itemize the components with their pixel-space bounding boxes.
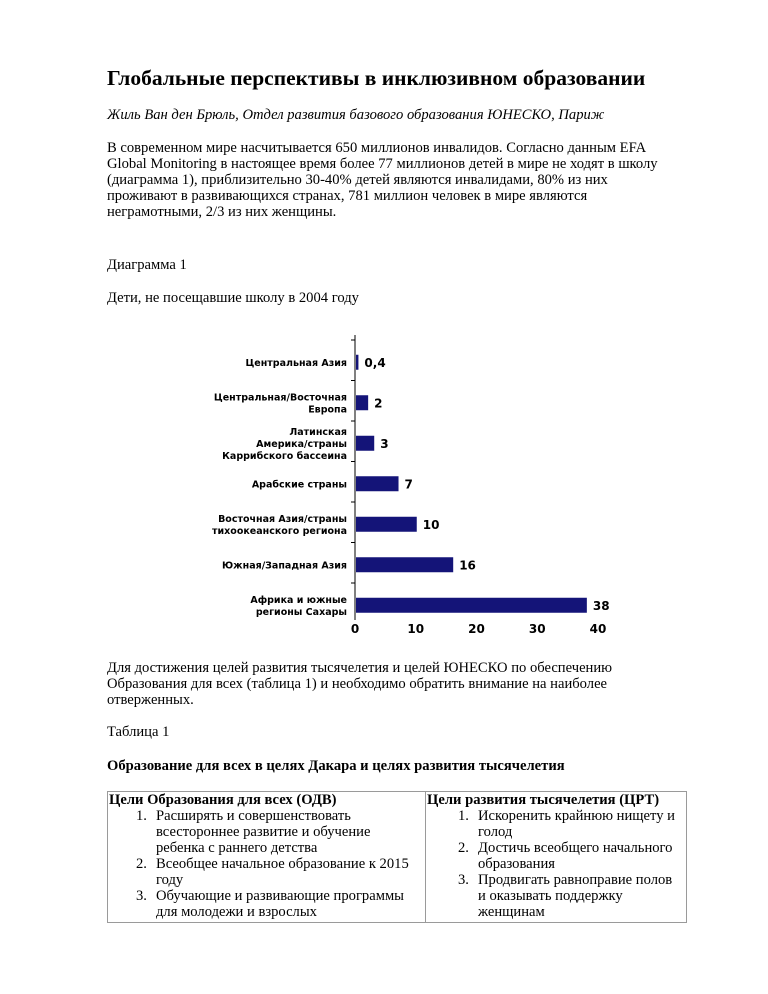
data-label: 3 [380, 436, 389, 451]
table-title: Образование для всех в целях Дакара и целях развития тысячелетия [107, 758, 565, 774]
diagram-caption: Дети, не посещавшие школу в 2004 году [107, 290, 359, 306]
list-number: 1. [458, 808, 469, 824]
x-tick-label: 20 [468, 622, 485, 636]
data-label: 38 [592, 598, 610, 613]
efa-goal-item [108, 888, 425, 920]
paragraph-line: отверженных. [107, 692, 194, 708]
mdg-goal-item [426, 840, 686, 872]
data-label: 10 [422, 517, 440, 532]
list-item-line: ребенка с раннего детства [156, 840, 318, 856]
category-label: Латинская [289, 426, 347, 438]
category-label: Каррибского бассеина [222, 450, 347, 462]
category-label: регионы Сахары [255, 606, 347, 618]
intro-line: неграмотными, 2/3 из них женщины. [107, 204, 337, 220]
intro-line: проживают в развивающихся странах, 781 миллион человек в мире являются [107, 188, 588, 204]
intro-line: (диаграмма 1), приблизительно 30-40% детей являются инвалидами, 80% из них [107, 172, 608, 188]
list-item-line: и оказывать поддержку [478, 888, 623, 904]
document-title: Глобальные перспективы в инклюзивном образовании [107, 66, 646, 90]
paragraph-line: Для достижения целей развития тысячелетия и целей ЮНЕСКО по обеспечению [107, 660, 613, 676]
after-chart-paragraph [107, 660, 612, 708]
bar [356, 598, 587, 613]
list-item-line: Расширять и совершенствовать [156, 808, 351, 824]
category-label: Америка/страны [256, 438, 347, 450]
list-item-line: Искоренить крайнюю нищету и [478, 808, 675, 824]
bar [356, 395, 368, 410]
category-label: Европа [308, 404, 347, 416]
efa-goal-item [108, 856, 425, 888]
intro-line: Global Monitoring в настоящее время более 77 миллионов детей в мире не ходят в школу [107, 156, 658, 172]
list-item-line: Всеобщее начальное образование к 2015 [156, 856, 409, 872]
list-number: 1. [136, 808, 147, 824]
x-tick-label: 40 [589, 622, 607, 636]
efa-goals-list [108, 808, 425, 920]
list-item-line: Достичь всеобщего начального [478, 840, 673, 856]
list-item-line: Продвигать равноправие полов [478, 872, 673, 888]
x-tick-label: 0 [350, 622, 360, 636]
category-label: Африка и южные [250, 594, 347, 606]
intro-line: В современном мире насчитывается 650 миллионов инвалидов. Согласно данным EFA [107, 140, 647, 156]
table-column-efa [108, 792, 426, 922]
bar [356, 436, 374, 451]
bar [356, 476, 399, 491]
mdg-goal-item [426, 872, 686, 920]
list-item-line: женщинам [478, 904, 545, 920]
list-item-line: голод [478, 824, 513, 840]
efa-goal-item [108, 808, 425, 856]
category-label: Арабские страны [251, 479, 347, 491]
category-label: Южная/Западная Азия [222, 560, 347, 572]
bar-chart [190, 330, 630, 640]
diagram-label: Диаграмма 1 [107, 257, 187, 273]
bar [356, 557, 453, 572]
list-item-line: образования [478, 856, 555, 872]
intro-paragraph [107, 140, 658, 220]
table-header-efa: Цели Образования для всех (ОДВ) [109, 792, 337, 808]
data-label: 7 [404, 477, 413, 492]
list-number: 3. [458, 872, 469, 888]
list-item-line: Обучающие и развивающие программы [156, 888, 404, 904]
table-label: Таблица 1 [107, 724, 170, 740]
list-number: 3. [136, 888, 147, 904]
list-item-line: году [156, 872, 184, 888]
goals-table [107, 791, 687, 923]
mdg-goals-list [426, 808, 686, 920]
category-label: тихоокеанского региона [212, 525, 347, 537]
mdg-goal-item [426, 808, 686, 840]
bar [356, 355, 358, 370]
author-line: Жиль Ван ден Брюль, Отдел развития базового образования ЮНЕСКО, Париж [107, 107, 605, 123]
category-label: Центральная Азия [245, 357, 347, 369]
list-item-line: для молодежи и взрослых [156, 904, 317, 920]
x-tick-label: 30 [528, 622, 546, 636]
table-header-mdg: Цели развития тысячелетия (ЦРТ) [427, 792, 660, 808]
data-label: 2 [374, 396, 383, 411]
x-tick-label: 10 [407, 622, 425, 636]
category-label: Восточная Азия/страны [218, 513, 347, 525]
list-number: 2. [458, 840, 469, 856]
category-label: Центральная/Восточная [213, 392, 347, 404]
data-label: 16 [459, 558, 476, 573]
list-number: 2. [136, 856, 147, 872]
table-column-mdg [426, 792, 686, 922]
paragraph-line: Образования для всех (таблица 1) и необходимо обратить внимание на наиболее [107, 676, 608, 692]
data-label: 0,4 [364, 355, 386, 370]
bar [356, 517, 417, 532]
list-item-line: всестороннее развитие и обучение [156, 824, 371, 840]
